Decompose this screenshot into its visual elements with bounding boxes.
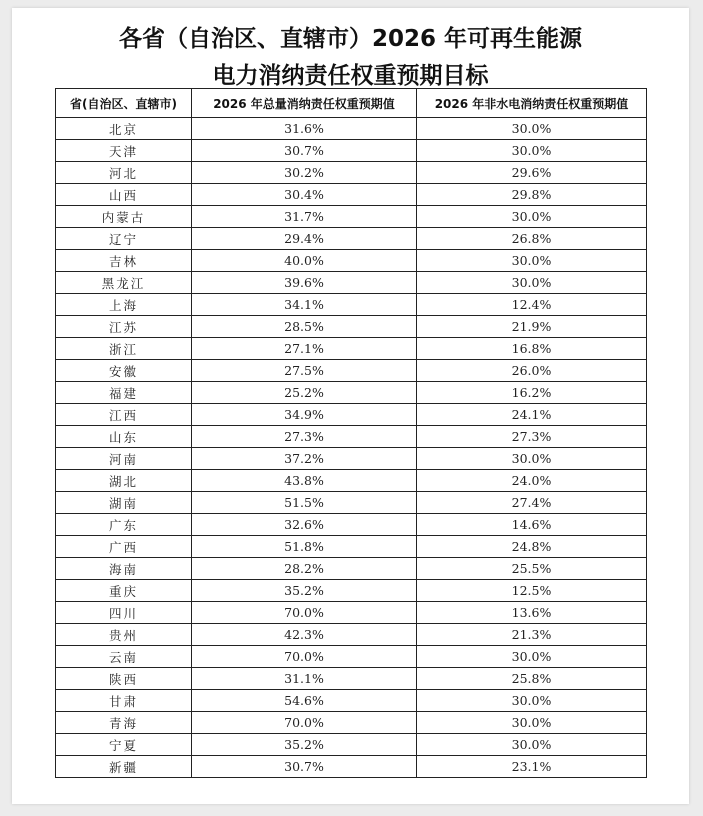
province-cell: 贵州 — [56, 624, 192, 646]
total-weight-cell: 42.3% — [192, 624, 417, 646]
province-cell: 浙江 — [56, 338, 192, 360]
total-weight-cell: 27.1% — [192, 338, 417, 360]
province-cell: 陕西 — [56, 668, 192, 690]
document-page — [12, 8, 689, 804]
total-weight-cell: 30.7% — [192, 140, 417, 162]
non-hydro-weight-cell: 16.8% — [417, 338, 647, 360]
province-cell: 广东 — [56, 514, 192, 536]
province-cell: 江西 — [56, 404, 192, 426]
table-row — [56, 646, 647, 668]
table-row — [56, 712, 647, 734]
total-weight-cell: 70.0% — [192, 712, 417, 734]
total-weight-cell: 30.4% — [192, 184, 417, 206]
table-row — [56, 668, 647, 690]
table-row — [56, 118, 647, 140]
non-hydro-weight-cell: 13.6% — [417, 602, 647, 624]
total-weight-cell: 29.4% — [192, 228, 417, 250]
non-hydro-weight-cell: 21.9% — [417, 316, 647, 338]
non-hydro-weight-cell: 30.0% — [417, 690, 647, 712]
total-weight-cell: 35.2% — [192, 734, 417, 756]
province-cell: 黑龙江 — [56, 272, 192, 294]
province-cell: 重庆 — [56, 580, 192, 602]
province-cell: 湖北 — [56, 470, 192, 492]
province-cell: 云南 — [56, 646, 192, 668]
total-weight-cell: 34.1% — [192, 294, 417, 316]
table-row — [56, 492, 647, 514]
non-hydro-weight-cell: 29.8% — [417, 184, 647, 206]
non-hydro-weight-cell: 24.1% — [417, 404, 647, 426]
total-weight-cell: 43.8% — [192, 470, 417, 492]
province-cell: 宁夏 — [56, 734, 192, 756]
table-row — [56, 602, 647, 624]
table-row — [56, 338, 647, 360]
total-weight-cell: 30.7% — [192, 756, 417, 778]
non-hydro-weight-cell: 21.3% — [417, 624, 647, 646]
province-cell: 河南 — [56, 448, 192, 470]
non-hydro-weight-cell: 23.1% — [417, 756, 647, 778]
province-cell: 安徽 — [56, 360, 192, 382]
table-header — [56, 89, 647, 118]
non-hydro-weight-cell: 16.2% — [417, 382, 647, 404]
table-row — [56, 624, 647, 646]
column-header-non-hydro-weight: 2026 年非水电消纳责任权重预期值 — [417, 89, 647, 118]
table-row — [56, 404, 647, 426]
total-weight-cell: 39.6% — [192, 272, 417, 294]
province-cell: 福建 — [56, 382, 192, 404]
total-weight-cell: 70.0% — [192, 646, 417, 668]
total-weight-cell: 40.0% — [192, 250, 417, 272]
table-row — [56, 250, 647, 272]
column-header-total-weight: 2026 年总量消纳责任权重预期值 — [192, 89, 417, 118]
table-row — [56, 206, 647, 228]
non-hydro-weight-cell: 30.0% — [417, 118, 647, 140]
non-hydro-weight-cell: 27.3% — [417, 426, 647, 448]
document-title-line-1: 各省（自治区、直辖市）2026 年可再生能源 — [118, 26, 583, 52]
table-row — [56, 756, 647, 778]
table-row — [56, 294, 647, 316]
non-hydro-weight-cell: 25.8% — [417, 668, 647, 690]
non-hydro-weight-cell: 26.0% — [417, 360, 647, 382]
total-weight-cell: 31.7% — [192, 206, 417, 228]
total-weight-cell: 30.2% — [192, 162, 417, 184]
document-title-line-2: 电力消纳责任权重预期目标 — [212, 63, 489, 89]
non-hydro-weight-cell: 29.6% — [417, 162, 647, 184]
non-hydro-weight-cell: 30.0% — [417, 272, 647, 294]
table-row — [56, 426, 647, 448]
table-row — [56, 470, 647, 492]
non-hydro-weight-cell: 30.0% — [417, 646, 647, 668]
total-weight-cell: 27.3% — [192, 426, 417, 448]
province-cell: 山西 — [56, 184, 192, 206]
province-cell: 吉林 — [56, 250, 192, 272]
table-row — [56, 448, 647, 470]
total-weight-cell: 51.5% — [192, 492, 417, 514]
table-row — [56, 228, 647, 250]
non-hydro-weight-cell: 14.6% — [417, 514, 647, 536]
province-cell: 江苏 — [56, 316, 192, 338]
table-row — [56, 580, 647, 602]
non-hydro-weight-cell: 30.0% — [417, 712, 647, 734]
total-weight-cell: 32.6% — [192, 514, 417, 536]
non-hydro-weight-cell: 30.0% — [417, 206, 647, 228]
table-row — [56, 316, 647, 338]
province-cell: 新疆 — [56, 756, 192, 778]
column-header-province: 省(自治区、直辖市) — [56, 89, 192, 118]
non-hydro-weight-cell: 27.4% — [417, 492, 647, 514]
table-row — [56, 272, 647, 294]
total-weight-cell: 37.2% — [192, 448, 417, 470]
table-row — [56, 184, 647, 206]
province-cell: 四川 — [56, 602, 192, 624]
total-weight-cell: 27.5% — [192, 360, 417, 382]
table-row — [56, 536, 647, 558]
province-cell: 广西 — [56, 536, 192, 558]
total-weight-cell: 28.2% — [192, 558, 417, 580]
total-weight-cell: 51.8% — [192, 536, 417, 558]
table-body — [56, 118, 647, 778]
total-weight-cell: 31.6% — [192, 118, 417, 140]
total-weight-cell: 34.9% — [192, 404, 417, 426]
table-row — [56, 734, 647, 756]
table-header-row — [56, 89, 647, 118]
province-cell: 天津 — [56, 140, 192, 162]
table-row — [56, 514, 647, 536]
quota-table — [55, 88, 647, 778]
total-weight-cell: 35.2% — [192, 580, 417, 602]
non-hydro-weight-cell: 26.8% — [417, 228, 647, 250]
province-cell: 甘肃 — [56, 690, 192, 712]
province-cell: 青海 — [56, 712, 192, 734]
non-hydro-weight-cell: 12.4% — [417, 294, 647, 316]
table-row — [56, 558, 647, 580]
total-weight-cell: 70.0% — [192, 602, 417, 624]
non-hydro-weight-cell: 30.0% — [417, 448, 647, 470]
non-hydro-weight-cell: 30.0% — [417, 250, 647, 272]
total-weight-cell: 25.2% — [192, 382, 417, 404]
province-cell: 海南 — [56, 558, 192, 580]
province-cell: 辽宁 — [56, 228, 192, 250]
province-cell: 河北 — [56, 162, 192, 184]
non-hydro-weight-cell: 30.0% — [417, 140, 647, 162]
province-cell: 山东 — [56, 426, 192, 448]
non-hydro-weight-cell: 24.8% — [417, 536, 647, 558]
non-hydro-weight-cell: 12.5% — [417, 580, 647, 602]
table-row — [56, 140, 647, 162]
non-hydro-weight-cell: 25.5% — [417, 558, 647, 580]
table-row — [56, 690, 647, 712]
table-row — [56, 162, 647, 184]
non-hydro-weight-cell: 30.0% — [417, 734, 647, 756]
province-cell: 湖南 — [56, 492, 192, 514]
province-cell: 北京 — [56, 118, 192, 140]
province-cell: 内蒙古 — [56, 206, 192, 228]
non-hydro-weight-cell: 24.0% — [417, 470, 647, 492]
total-weight-cell: 28.5% — [192, 316, 417, 338]
total-weight-cell: 31.1% — [192, 668, 417, 690]
table-row — [56, 382, 647, 404]
table-row — [56, 360, 647, 382]
province-cell: 上海 — [56, 294, 192, 316]
total-weight-cell: 54.6% — [192, 690, 417, 712]
